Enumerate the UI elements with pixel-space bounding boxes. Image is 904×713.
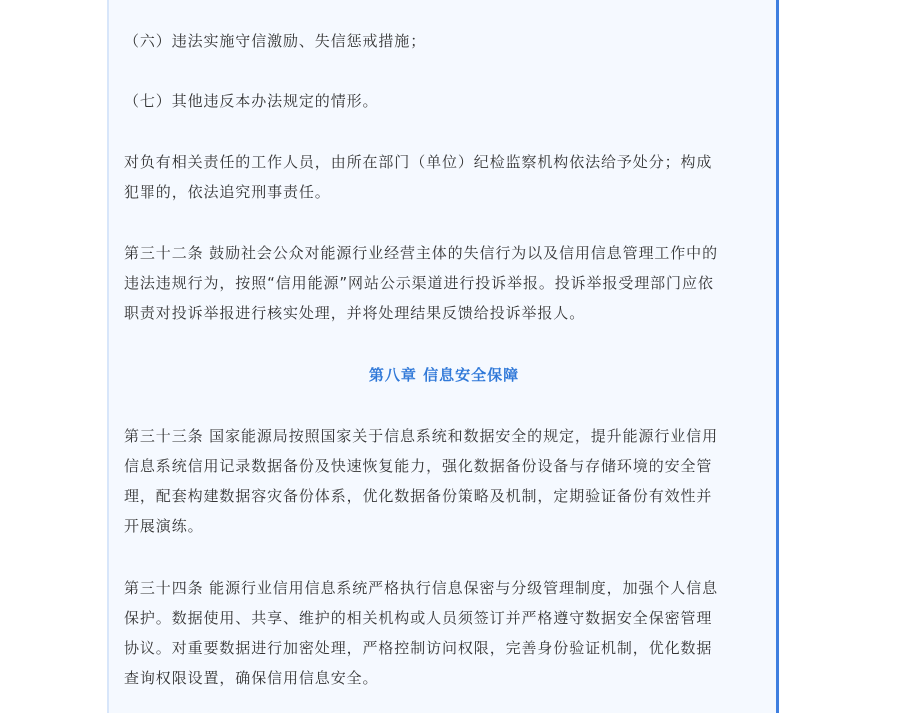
- text-line: （七）其他违反本办法规定的情形。: [124, 92, 379, 110]
- text-line: 开展演练。: [124, 517, 204, 535]
- text-line: 职责对投诉举报进行核实处理，并将处理结果反馈给投诉举报人。: [124, 304, 586, 322]
- paragraph-item-7: [124, 86, 764, 116]
- chapter-heading: 第八章 信息安全保障: [368, 366, 520, 384]
- text-line: 保护。数据使用、共享、维护的相关机构或人员须签订并严格遵守数据安全保密管理: [124, 609, 713, 627]
- text-line: 第三十二条 鼓励社会公众对能源行业经营主体的失信行为以及信用信息管理工作中的: [124, 244, 718, 262]
- text-line: 对负有相关责任的工作人员，由所在部门（单位）纪检监察机构依法给予处分；构成: [124, 153, 713, 171]
- text-line: 信息系统信用记录数据备份及快速恢复能力，强化数据备份设备与存储环境的安全管: [124, 457, 713, 475]
- text-line: 理，配套构建数据容灾备份体系，优化数据备份策略及机制，定期验证备份有效性并: [124, 487, 713, 505]
- paragraph-liability: [124, 147, 764, 207]
- article-panel: [107, 0, 779, 713]
- paragraph-article-33: [124, 421, 764, 541]
- text-line: （六）违法实施守信激励、失信惩戒措施；: [124, 32, 427, 50]
- paragraph-item-6: [124, 26, 764, 56]
- text-line: 协议。对重要数据进行加密处理，严格控制访问权限，完善身份验证机制，优化数据: [124, 639, 713, 657]
- text-line: 犯罪的，依法追究刑事责任。: [124, 183, 331, 201]
- paragraph-article-34: [124, 573, 764, 693]
- text-line: 第三十四条 能源行业信用信息系统严格执行信息保密与分级管理制度，加强个人信息: [124, 579, 718, 597]
- text-line: 第三十三条 国家能源局按照国家关于信息系统和数据安全的规定，提升能源行业信用: [124, 427, 718, 445]
- text-line: 违法违规行为，按照“信用能源”网站公示渠道进行投诉举报。投诉举报受理部门应依: [124, 274, 714, 292]
- text-line: 查询权限设置，确保信用信息安全。: [124, 669, 379, 687]
- paragraph-article-32: [124, 238, 764, 328]
